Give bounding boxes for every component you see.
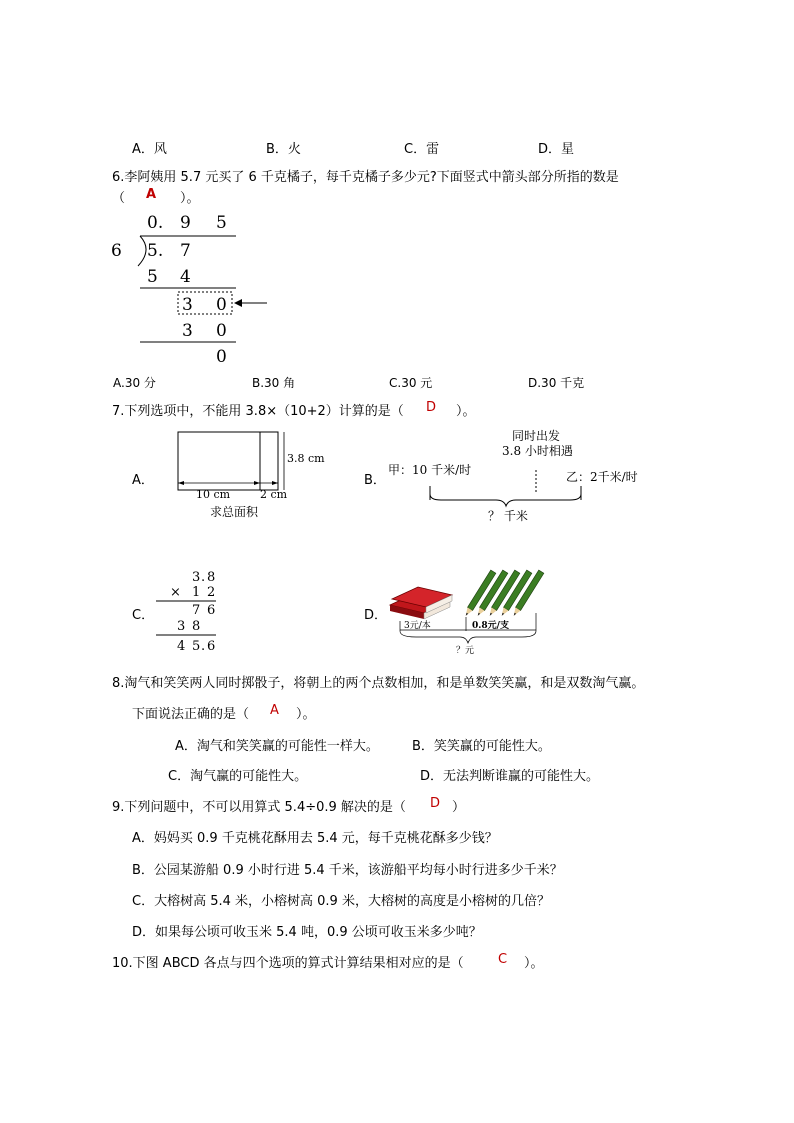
q8-line2: 下面说法正确的是（	[132, 707, 250, 722]
division-bracket	[138, 236, 146, 266]
q7-stem-end: ）。	[456, 404, 476, 419]
q6-option-c: C.30 元	[389, 376, 433, 390]
division-step2-0: 3	[182, 321, 193, 341]
book-price: 3元/本	[404, 621, 431, 631]
q6-paren-close: ）。	[180, 191, 200, 206]
q8-answer: A	[270, 703, 279, 718]
q6-option-d: D.30 千克	[528, 376, 585, 390]
q7-option-c-multiplication	[150, 564, 230, 654]
pencil-icon	[463, 570, 544, 617]
division-final: 0	[216, 347, 227, 367]
q8-option-c: C．淘气赢的可能性大。	[168, 769, 308, 784]
q7-option-b-figure	[386, 424, 662, 526]
mul-r1-2: 8	[207, 570, 216, 585]
brace-shape	[430, 494, 581, 506]
q9-stem: 9.下列问题中，不可以用算式 5.4÷0.9 解决的是（	[112, 800, 406, 815]
q8-option-b: B．笑笑赢的可能性大。	[412, 739, 551, 754]
q7-option-d-figure	[386, 563, 546, 659]
q8-option-d: D．无法判断谁赢的可能性大。	[420, 769, 600, 784]
q8-stem: 8.淘气和笑笑两人同时掷骰子，将朝上的两个点数相加，和是单数笑笑赢，和是双数淘气赢。	[112, 676, 645, 691]
division-quotient-1: 9	[180, 213, 191, 233]
division-quotient-2: 5	[216, 213, 227, 233]
rectangle-shape	[178, 432, 260, 490]
division-step1-1: 4	[180, 267, 191, 287]
mul-r2-1: 1	[192, 585, 201, 600]
speed-yi: 乙：2千米/时	[566, 470, 638, 484]
mul-r5-0: 4	[177, 639, 186, 654]
division-quotient-0: 0.	[147, 213, 164, 233]
q10-stem: 10.下图 ABCD 各点与四个选项的算式计算结果相对应的是（	[112, 956, 464, 971]
q6-answer: A	[146, 187, 157, 202]
division-step1-0: 5	[147, 267, 158, 287]
q7-option-b-label: B．	[364, 473, 386, 488]
q5-option-d: D．星	[538, 142, 575, 157]
division-boxed-0: 3	[182, 295, 193, 315]
mul-r3-0: 7	[192, 603, 201, 618]
q9-option-c: C．大榕树高 5.4 米，小榕树高 0.9 米，大榕树的高度是小榕树的几倍？	[132, 894, 550, 909]
width-2-label: 2 cm	[260, 488, 288, 501]
mul-r2-0: ×	[170, 585, 181, 600]
width-10-label: 10 cm	[196, 488, 231, 501]
q6-stem: 6.李阿姨用 5.7 元买了 6 千克橘子，每千克橘子多少元?下面竖式中箭头部分所指的数是	[112, 170, 619, 185]
division-divisor: 6	[111, 241, 122, 261]
q5-option-c: C．雷	[404, 142, 440, 157]
q9-option-b: B．公园某游船 0.9 小时行进 5.4 千米，该游船平均每小时行进多少千米？	[132, 863, 563, 878]
q8-option-a: A．淘气和笑笑赢的可能性一样大。	[175, 739, 379, 754]
mul-r5-1: 5	[192, 639, 201, 654]
q6-long-division	[105, 208, 275, 368]
q6-option-a: A.30 分	[113, 376, 156, 390]
division-dividend-1: 7	[180, 241, 191, 261]
meet-text-2: 3.8 小时相遇	[502, 444, 573, 458]
q5-option-b: B．火	[266, 142, 301, 157]
q7-option-a-label: A．	[132, 473, 154, 488]
mul-r1-0: 3	[192, 570, 201, 585]
division-dividend-0: 5.	[147, 241, 164, 261]
division-boxed-1: 0	[216, 295, 227, 315]
q8-line2-end: ）。	[296, 707, 316, 722]
mul-r4-1: 8	[192, 619, 201, 634]
q7-option-c-label: C．	[132, 608, 155, 623]
total-brace	[400, 631, 536, 643]
mul-r1-1: .	[201, 570, 206, 585]
mul-r5-2: .	[201, 639, 206, 654]
q10-answer: C	[498, 952, 508, 967]
pencil-price: 0.8元/支	[472, 621, 509, 631]
book-icon	[390, 587, 452, 619]
q9-option-a: A．妈妈买 0.9 千克桃花酥用去 5.4 元，每千克桃花酥多少钱？	[132, 831, 498, 846]
height-label: 3.8 cm	[287, 452, 325, 465]
mul-r2-2: 2	[207, 585, 216, 600]
q7-answer: D	[426, 400, 437, 415]
q7-stem: 7.下列选项中，不能用 3.8×（10+2）计算的是（	[112, 404, 404, 419]
speed-jia: 甲：10 千米/时	[388, 463, 472, 477]
q6-paren-open: （	[112, 191, 126, 206]
meet-text-1: 同时出发	[512, 429, 561, 443]
q7-option-d-label: D．	[364, 608, 388, 623]
mul-r4-0: 3	[177, 619, 186, 634]
q9-stem-end: ）	[452, 800, 466, 815]
q9-option-d: D．如果每公顷可收玉米 5.4 吨，0.9 公顷可收玉米多少吨？	[132, 925, 482, 940]
mul-r3-1: 6	[207, 603, 216, 618]
q7-option-a-figure	[172, 426, 332, 522]
q10-stem-end: ）。	[524, 956, 544, 971]
total-question: ？元	[456, 646, 475, 656]
q9-answer: D	[430, 796, 441, 811]
q5-option-a: A．风	[132, 142, 167, 157]
distance-question: ？ 千米	[488, 509, 528, 523]
mul-r5-3: 6	[207, 639, 216, 654]
area-caption: 求总面积	[210, 505, 259, 519]
division-step2-1: 0	[216, 321, 227, 341]
q6-option-b: B.30 角	[252, 376, 296, 390]
